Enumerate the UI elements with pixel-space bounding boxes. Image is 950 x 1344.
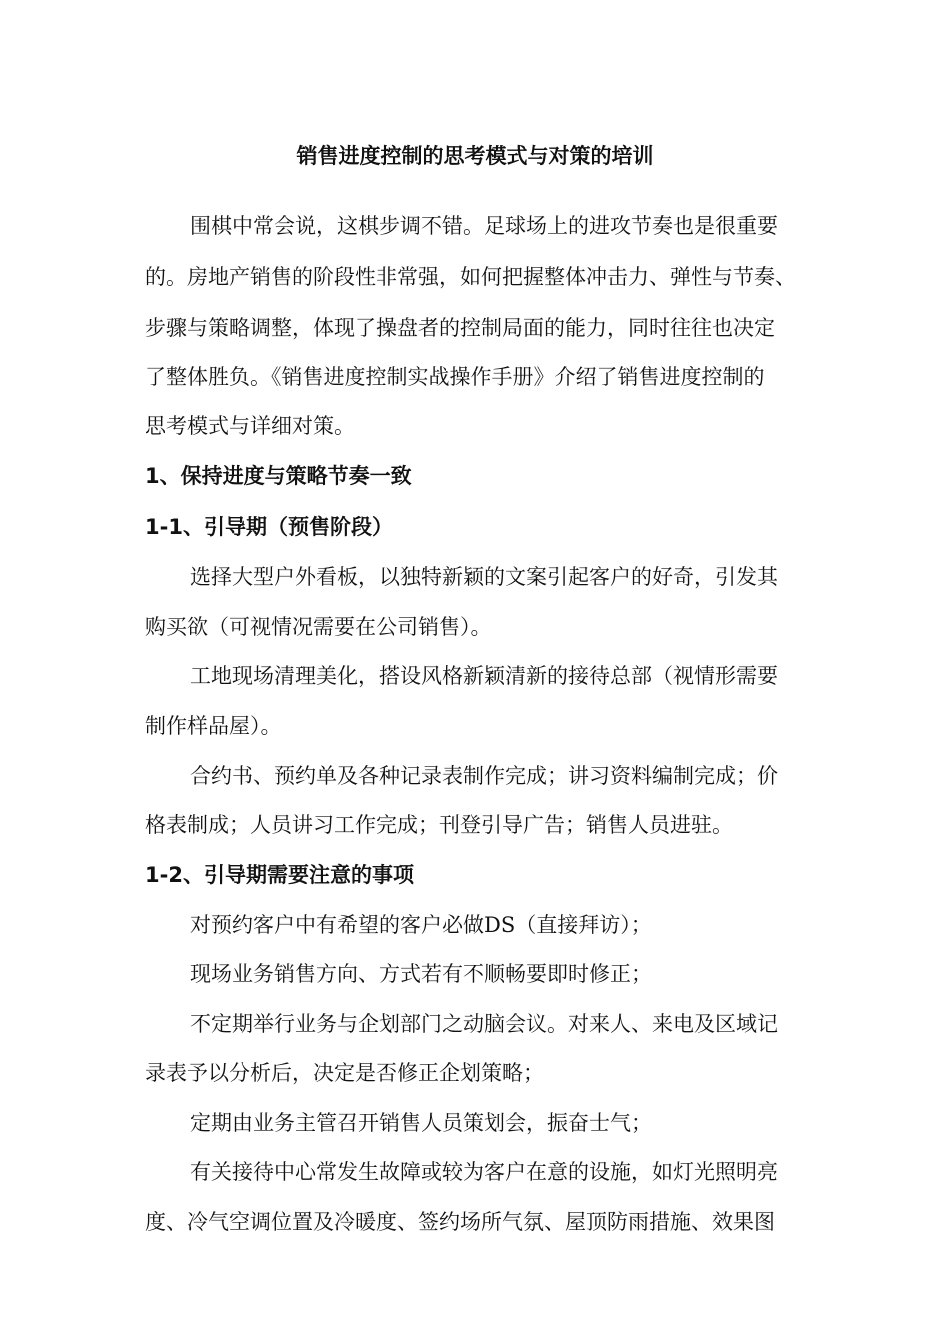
paragraph-line: 制作样品屋）。 <box>145 714 282 738</box>
paragraph-line: 有关接待中心常发生故障或较为客户在意的设施，如灯光照明亮 <box>190 1160 778 1184</box>
paragraph-line: 定期由业务主管召开销售人员策划会，振奋士气； <box>190 1111 652 1135</box>
paragraph-line: 选择大型户外看板，以独特新颖的文案引起客户的好奇，引发其 <box>190 565 778 589</box>
paragraph-line: 购买欲（可视情况需要在公司销售）。 <box>145 615 492 639</box>
subsection-heading: 1-2、引导期需要注意的事项 <box>145 863 414 887</box>
paragraph-line: 度、冷气空调位置及冷暖度、签约场所气氛、屋顶防雨措施、效果图 <box>145 1210 775 1234</box>
paragraph-line: 的。房地产销售的阶段性非常强，如何把握整体冲击力、弹性与节奏、 <box>145 265 796 289</box>
paragraph-line: 思考模式与详细对策。 <box>145 414 355 438</box>
section-heading: 1、保持进度与策略节奏一致 <box>145 464 412 488</box>
paragraph-line: 工地现场清理美化，搭设风格新颖清新的接待总部（视情形需要 <box>190 664 778 688</box>
paragraph-line: 格表制成；人员讲习工作完成；刊登引导广告；销售人员进驻。 <box>145 813 733 837</box>
paragraph-line: 合约书、预约单及各种记录表制作完成；讲习资料编制完成；价 <box>190 764 778 788</box>
document-title: 销售进度控制的思考模式与对策的培训 <box>296 144 654 168</box>
paragraph-line: 不定期举行业务与企划部门之动脑会议。对来人、来电及区域记 <box>190 1012 778 1036</box>
paragraph-line: 现场业务销售方向、方式若有不顺畅要即时修正； <box>190 962 652 986</box>
subsection-heading: 1-1、引导期（预售阶段） <box>145 515 393 539</box>
paragraph-line: 对预约客户中有希望的客户必做DS（直接拜访）； <box>190 913 652 937</box>
paragraph-line: 录表予以分析后，决定是否修正企划策略； <box>145 1061 544 1085</box>
paragraph-line: 了整体胜负。《销售进度控制实战操作手册》介绍了销售进度控制的 <box>145 365 765 389</box>
paragraph-line: 围棋中常会说，这棋步调不错。足球场上的进攻节奏也是很重要 <box>190 214 778 238</box>
paragraph-line: 步骤与策略调整，体现了操盘者的控制局面的能力，同时往往也决定 <box>145 316 775 340</box>
